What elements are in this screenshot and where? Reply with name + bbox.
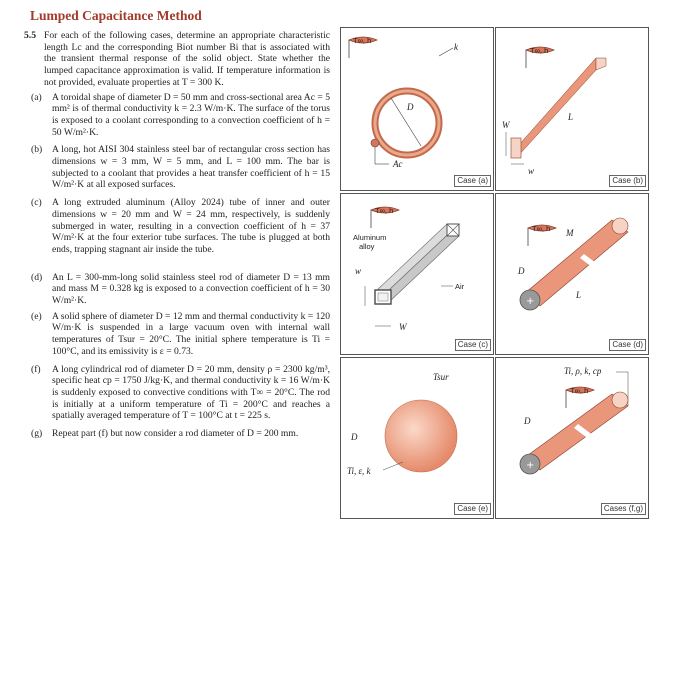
part-d <box>30 272 330 307</box>
part-text: A long extruded aluminum (Alloy 2024) tube of inner and outer dimensions w = 20 mm and W = 24 mm, respectively, is suddenly submerged in water, resulting in a convection coefficient of h = 37 W/m²·K at the four exterior tube surfaces. The tube is plugged at both ends, trapping stagnant air inside the tube. <box>52 197 330 255</box>
part-g <box>30 428 330 440</box>
part-label: (c) <box>31 197 42 209</box>
air-label: Air <box>455 282 465 291</box>
figure-case-a <box>340 27 494 191</box>
D-label: D <box>351 432 358 442</box>
Tsur-label: Tsur <box>433 372 449 382</box>
figure-case-fg <box>495 357 649 519</box>
part-text: A long, hot AISI 304 stainless steel bar of rectangular cross section has dimensions w = 3 mm, W = 5 mm, and L = 100 mm. The bar is subjected to a coolant that provides a heat transfer coefficient of h = 15 W/m²·K at all exposed surfaces. <box>52 144 330 191</box>
part-e <box>30 311 330 358</box>
part-text: A solid sphere of diameter D = 12 mm and thermal conductivity k = 120 W/m·K is suspended in a large vacuum oven with internal wall temperatures of Tsur = 20°C. The initial sphere temperature is Ti = 100°C, and its emissivity is ε = 0.73. <box>52 310 330 357</box>
figure-case-e <box>340 357 494 519</box>
part-label: (e) <box>31 310 42 322</box>
sphere <box>385 400 457 472</box>
part-label: (b) <box>31 144 43 156</box>
tube-cavity <box>378 293 388 301</box>
caption-case-a: Case (a) <box>454 175 491 187</box>
flag-label: T∞, h <box>532 224 551 233</box>
bar-cross-section <box>511 138 521 158</box>
part-c <box>30 197 330 256</box>
props-label: Ti, ρ, k, cp <box>564 366 602 376</box>
torus-highlight <box>375 91 439 155</box>
flag-label: T∞, h <box>353 36 372 45</box>
figure-case-b <box>495 27 649 191</box>
part-f <box>30 364 330 423</box>
intro-text: For each of the following cases, determine an appropriate characteristic length Lc and the corresponding Biot number Bi that is associated with the transient thermal response of the solid object. State whether the lumped capacitance approximation is valid. If temperature information is not provided, evaluate properties at T = 300 K. <box>44 30 330 88</box>
W-label: W <box>502 120 510 130</box>
material-label-1: Aluminum <box>353 233 387 242</box>
part-label: (f) <box>31 363 41 375</box>
D-label: D <box>524 416 531 426</box>
caption-case-e: Case (e) <box>454 503 491 515</box>
w-label: w <box>355 266 362 276</box>
diameter-label: D <box>407 102 414 112</box>
props-label: Ti, ε, k <box>347 466 371 476</box>
problem-number: 5.5 <box>24 30 36 41</box>
part-text: A long cylindrical rod of diameter D = 20 mm, density ρ = 2300 kg/m³, specific heat cp = 1750 J/kg·K, and thermal conductivity k = 16 W/m·K is suddenly exposed to convective conditions with T∞ = 20°C. The rod is initially at a uniform temperature of Ti = 200°C and reaches a spatially averaged temperature of T = 100°C at t = 225 s. <box>52 363 330 422</box>
part-text: An L = 300-mm-long solid stainless steel rod of diameter D = 13 mm and mass M = 0.328 kg is exposed to a convection coefficient of h = 30 W/m²·K. <box>52 271 330 307</box>
M-label: M <box>566 228 574 238</box>
problem-text <box>24 30 330 440</box>
diameter-line <box>391 98 421 146</box>
part-a <box>30 92 330 139</box>
flag-label: T∞, h <box>530 46 549 55</box>
rod-far-end <box>612 392 628 408</box>
figure-case-d <box>495 193 649 355</box>
plus-icon: + <box>526 296 535 307</box>
caption-case-fg: Cases (f,g) <box>601 503 646 515</box>
flag-label: T∞, h <box>375 206 394 215</box>
k-leader <box>439 48 453 56</box>
bar-end-face <box>596 58 606 70</box>
W-label: W <box>399 322 407 332</box>
props-leader <box>383 462 403 470</box>
part-label: (g) <box>31 428 43 440</box>
convection-flag-icon <box>528 224 556 246</box>
plus-icon: + <box>526 460 535 471</box>
caption-case-b: Case (b) <box>609 175 646 187</box>
k-label: k <box>454 42 458 52</box>
bar-front-face <box>518 58 596 156</box>
problem-intro <box>24 30 330 89</box>
material-label-2: alloy <box>359 242 375 251</box>
L-label: L <box>576 290 582 300</box>
rod-far-end <box>612 218 628 234</box>
section-title: Lumped Capacitance Method <box>30 8 202 23</box>
convection-flag-icon <box>566 386 594 408</box>
w-label: w <box>528 166 535 176</box>
figure-case-c <box>340 193 494 355</box>
L-label: L <box>568 112 574 122</box>
convection-flag-icon <box>349 36 377 58</box>
ac-label: Ac <box>393 159 403 169</box>
part-label: (d) <box>31 271 43 283</box>
part-text: Repeat part (f) but now consider a rod diameter of D = 200 mm. <box>52 428 299 440</box>
D-label: D <box>518 266 525 276</box>
cross-section-icon <box>371 139 379 147</box>
convection-flag-icon <box>526 46 554 68</box>
rod-body <box>524 394 628 470</box>
flag-label: T∞, h <box>570 386 589 395</box>
caption-case-c: Case (c) <box>455 339 491 351</box>
part-b <box>30 144 330 191</box>
caption-case-d: Case (d) <box>609 339 646 351</box>
part-label: (a) <box>31 91 42 103</box>
convection-flag-icon <box>371 206 399 228</box>
part-text: A toroidal shape of diameter D = 50 mm and cross-sectional area Ac = 5 mm² is of thermal conductivity k = 2.3 W/m·K. The surface of the torus is exposed to a coolant corresponding to a convection coefficient of h = 50 W/m²·K. <box>52 91 330 138</box>
